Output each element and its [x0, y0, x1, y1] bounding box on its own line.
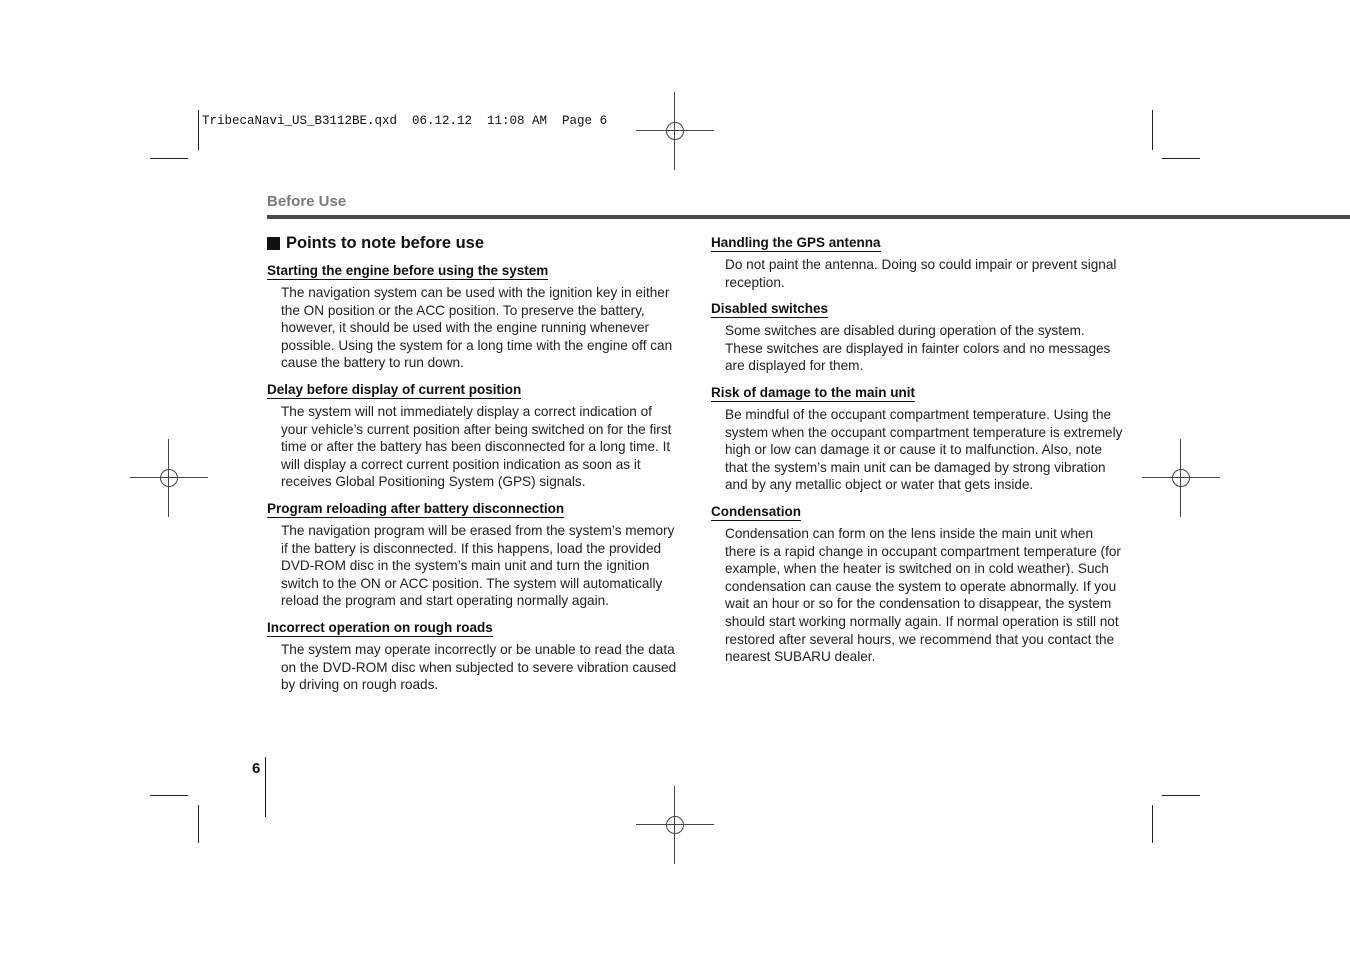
note-block: [711, 300, 1123, 375]
square-bullet-icon: [267, 237, 280, 250]
note-block: [711, 234, 1123, 291]
crop-mark: [1162, 158, 1200, 159]
left-column: [267, 234, 677, 703]
note-heading: Delay before display of current position: [267, 381, 522, 397]
note-heading: Incorrect operation on rough roads: [267, 619, 493, 635]
registration-mark-icon: [636, 786, 714, 864]
note-heading: Condensation: [711, 503, 801, 519]
crop-mark: [198, 805, 199, 843]
note-block: [267, 381, 677, 491]
note-heading: Risk of damage to the main unit: [711, 384, 916, 400]
crop-mark: [1152, 110, 1153, 150]
main-heading-text: Points to note before use: [286, 234, 485, 252]
registration-mark-icon: [1142, 439, 1220, 517]
note-text: The system may operate incorrectly or be unable to read the data on the DVD-ROM disc when subjected to severe vibration caused by driving on rough roads.: [281, 641, 677, 693]
note-block: [267, 500, 677, 610]
main-heading: [267, 234, 677, 253]
note-block: [711, 503, 1123, 666]
note-heading: Starting the engine before using the system: [267, 263, 549, 278]
note-block: [267, 262, 677, 372]
note-heading: Disabled switches: [711, 301, 829, 317]
note-text: Be mindful of the occupant compartment temperature. Using the system when the occupant compartment temperature is extremely high or low can damage it or cause it to malfunction. Also, note that the system’s main unit can be damaged by strong vibration and by any metallic object or water that gets inside.: [725, 406, 1123, 493]
page-number-bar: [265, 757, 266, 817]
file-slug: TribecaNavi_US_B3112BE.qxd 06.12.12 11:08 AM Page 6: [202, 114, 608, 128]
note-heading: Program reloading after battery disconnection: [267, 500, 565, 516]
section-rule: [267, 215, 1350, 219]
crop-mark: [150, 795, 188, 796]
page-number: 6: [252, 760, 261, 777]
note-text: Condensation can form on the lens inside the main unit when there is a rapid change in occupant compartment temperature (for example, when the heater is switched on in cold weather). Such condensation can cause the system to operate abnormally. If you wait an hour or so for the condensation to disappear, the system should start working normally again. If normal operation is still not restored after several hours, we recommend that you contact the nearest SUBARU dealer.: [725, 525, 1121, 665]
note-text: Some switches are disabled during operation of the system. These switches are displayed in fainter colors and no messages are displayed for them.: [725, 323, 1111, 374]
note-text: The system will not immediately display a correct indication of your vehicle’s current position after being switched on for the first time or after the battery has been disconnected for a long time. It will display a correct current position indication as soon as it receives Global Positioning System (GPS) signals.: [281, 403, 672, 490]
note-heading: Handling the GPS antenna: [711, 235, 881, 250]
registration-mark-icon: [636, 92, 714, 170]
crop-mark: [198, 110, 199, 150]
registration-mark-icon: [130, 439, 208, 517]
note-text: Do not paint the antenna. Doing so could impair or prevent signal reception.: [725, 257, 1117, 290]
right-column: [711, 234, 1123, 675]
section-title: Before Use: [267, 193, 347, 210]
crop-mark: [1162, 795, 1200, 796]
crop-mark: [1152, 805, 1153, 843]
note-text: The navigation system can be used with the ignition key in either the ON position or the ACC position. To preserve the battery, however, it should be used with the engine running whenever possible. Using the system for a long time with the engine off can cause the battery to run down.: [281, 285, 673, 371]
note-block: [711, 384, 1123, 494]
crop-mark: [150, 158, 188, 159]
note-block: [267, 619, 677, 694]
note-text: The navigation program will be erased from the system’s memory if the battery is disconnected. If this happens, load the provided DVD-ROM disc in the system’s main unit and turn the ignition switch to the ON or ACC position. The system will automatically reload the program and start operating normally again.: [281, 522, 675, 609]
